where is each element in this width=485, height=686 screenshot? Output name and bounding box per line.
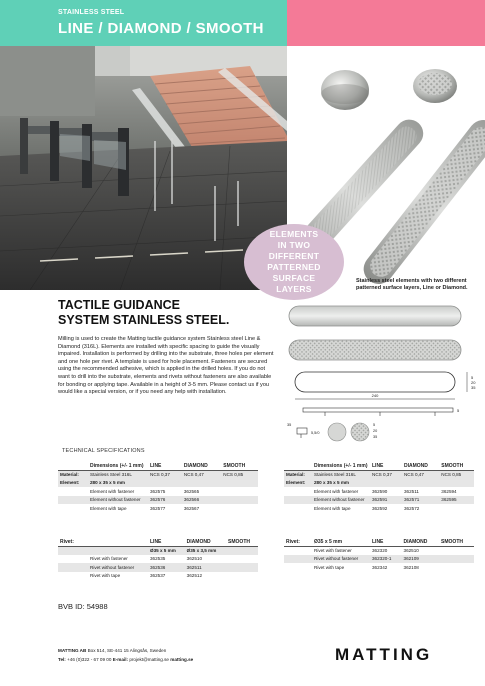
col-line: LINE [148, 462, 182, 470]
row-line: 362591 [370, 496, 402, 504]
page-title-line: TACTILE GUIDANCE [58, 298, 180, 312]
row-name: Rivet with tape [314, 564, 345, 570]
row-smooth: 362595 [439, 496, 474, 504]
col-diamond: DIAMOND [182, 462, 221, 470]
row-name: Rivet with fastener [90, 556, 128, 562]
table-header-row [58, 538, 258, 546]
rivet-label: Rivet: [58, 538, 88, 546]
line-element-drawing [289, 306, 461, 326]
technical-drawings [285, 300, 485, 450]
ncs-smooth: NCS 0,85 [439, 470, 474, 478]
table-row [58, 479, 258, 487]
col-line: LINE [370, 538, 402, 546]
row-name: Rivet with fastener [314, 548, 352, 554]
right-rivets-table [284, 538, 474, 572]
row-diamond: 362510 [186, 556, 203, 562]
dim-rivet-h: 5 [373, 423, 376, 427]
feature-badge [244, 224, 344, 300]
body-paragraph: Milling is used to create the Matting tactile guidance system Stainless steel Line & Diamond (316L). Elements are installed with specific spacing to guide the visually impaired. Installation is performed by drilling into the substrate, three holes per element and one hole per rivet. A template is used for hole placement. Fasteners are secured using the recommended adhesive, which is applied in the drilled holes. If you do not want to drill into the substrate, elements and rivets without fasteners are also available for bonding or applying tape. Available in a height of 3-5 mm. Please contact us if you would like a special version, or if you need any help with installation. [58, 336, 274, 396]
table-row [58, 504, 258, 512]
dim-width: 240 [371, 393, 379, 398]
page-title [58, 298, 278, 328]
col-smooth: SMOOTH [439, 538, 474, 546]
badge-line: PATTERNED [267, 262, 321, 272]
dim-h1: 5 [471, 375, 474, 380]
element-dims: 280 x 35 x 5 mm [88, 479, 148, 487]
row-diamond: 362108 [403, 564, 419, 570]
row-line: 362535 [150, 556, 166, 562]
footer-address [58, 648, 166, 653]
row-line: 362342 [372, 564, 388, 570]
material-label: Material: [58, 470, 88, 478]
footer-tel-label: Tel: [58, 657, 66, 662]
row-line: 362320 [372, 548, 388, 554]
row-smooth [221, 496, 258, 504]
page-title-line: SYSTEM STAINLESS STEEL. [58, 313, 230, 327]
left-elements-table [58, 462, 258, 512]
element-dims: 280 x 35 x 5 mm [312, 479, 370, 487]
header-title: LINE / DIAMOND / SMOOTH [58, 20, 264, 37]
row-diamond: 362565 [183, 488, 200, 494]
footer-email-label: E-mail: [112, 657, 129, 662]
row-name: Rivet with tape [90, 573, 121, 579]
dim-rivet-d2: 20 [373, 429, 378, 433]
row-smooth [221, 487, 258, 495]
footer-address-text: Box 514, SE-441 15 Alingsås, Sweden [87, 648, 167, 653]
row-name: Element with tape [314, 505, 351, 511]
ncs-smooth: NCS 0,85 [221, 470, 258, 478]
rivet-dims-diamond: Ø35 x 3,5 mm [185, 546, 226, 554]
badge-line: ELEMENTS [269, 229, 319, 239]
row-diamond: 362109 [402, 555, 440, 563]
table-row [284, 555, 474, 563]
dim-side-h: 5 [457, 408, 460, 413]
footer-email-link[interactable]: projekt@matting.se [129, 657, 169, 662]
footer-tel: +46 (0)322 - 67 09 00 [67, 657, 112, 662]
header-banner [0, 0, 287, 46]
row-diamond: 362571 [402, 496, 439, 504]
rivet-side-drawing [297, 428, 307, 434]
station-photo-illustration [0, 46, 287, 290]
table-row [284, 504, 474, 512]
row-name: Element with fastener [90, 488, 135, 494]
ncs-diamond: NCS 0,47 [182, 470, 221, 478]
col-dimensions: Dimensions (+/- 1 mm) [88, 462, 148, 470]
ncs-line: NCS 0,37 [148, 470, 182, 478]
technical-drawing-svg [285, 300, 485, 450]
material-label: Material: [284, 470, 312, 478]
diamond-element-drawing [289, 340, 461, 360]
row-diamond: 362567 [183, 505, 200, 511]
col-smooth: SMOOTH [226, 538, 258, 546]
row-name: Element without fastener [312, 496, 370, 504]
col-line: LINE [148, 538, 185, 546]
row-diamond: 362511 [185, 563, 226, 571]
table-row [58, 470, 258, 478]
col-dimensions: Dimensions (+/- 1 mm) [312, 462, 370, 470]
smooth-rivet-drawing [328, 423, 346, 441]
table-row [58, 555, 258, 563]
row-diamond: 362510 [403, 548, 419, 554]
row-line: 362577 [150, 505, 166, 511]
table-row [284, 479, 474, 487]
table-row [58, 563, 258, 571]
table-row [284, 563, 474, 571]
badge-line: DIFFERENT [268, 251, 320, 261]
dim-h2: 20 [471, 380, 476, 385]
row-name: Element without fastener [88, 496, 148, 504]
material-value: Stainless Steel 316L [88, 470, 148, 478]
header-category: STAINLESS STEEL [58, 9, 125, 16]
table-header-row [58, 462, 258, 470]
row-name: Rivet without fastener [312, 555, 370, 563]
row-diamond: 362566 [182, 496, 221, 504]
table-row [284, 546, 474, 554]
station-photo [0, 46, 287, 290]
footer-company: MATTING AB [58, 648, 87, 653]
row-smooth [439, 504, 474, 512]
row-line: 362320-1 [370, 555, 402, 563]
badge-line: IN TWO [277, 240, 311, 250]
row-diamond: 362512 [186, 573, 203, 579]
col-line: LINE [370, 462, 402, 470]
row-name: Element with fastener [314, 488, 359, 494]
footer-web-link[interactable]: matting.se [170, 657, 194, 662]
rivet-dims: Ø35 x 5 mm [312, 538, 370, 546]
element-label: Element: [284, 479, 312, 487]
row-line: 362536 [148, 563, 185, 571]
row-line: 362575 [150, 488, 166, 494]
matting-logo: MATTING [335, 645, 433, 664]
dim-rivet-w: 5,5/0 [311, 431, 320, 435]
row-name: Rivet without fastener [88, 563, 148, 571]
ncs-diamond: NCS 0,47 [402, 470, 439, 478]
badge-line: SURFACE LAYERS [272, 273, 316, 294]
table-row [284, 487, 474, 495]
diamond-rivet-drawing [351, 423, 369, 441]
col-smooth: SMOOTH [221, 462, 258, 470]
row-diamond: 362572 [403, 505, 420, 511]
row-name: Element with tape [90, 505, 127, 511]
dim-rivet-diam: 35 [287, 423, 292, 427]
table-header-row [284, 462, 474, 470]
header-accent-block [287, 0, 485, 46]
table-row [284, 470, 474, 478]
row-line: 362537 [150, 573, 166, 579]
table-row [58, 546, 258, 554]
element-side-drawing [303, 408, 453, 412]
element-label: Element: [58, 479, 88, 487]
row-diamond: 362511 [403, 488, 419, 494]
dim-h3: 35 [471, 385, 476, 390]
table-row [58, 572, 258, 580]
col-diamond: DIAMOND [402, 462, 439, 470]
feature-badge-text [254, 229, 334, 295]
table-row [58, 487, 258, 495]
col-smooth: SMOOTH [439, 462, 474, 470]
element-plan-drawing [295, 372, 455, 392]
bvb-id: BVB ID: 54988 [58, 602, 108, 611]
col-diamond: DIAMOND [402, 538, 440, 546]
spec-heading: TECHNICAL SPECIFICATIONS [62, 448, 145, 454]
footer-contact [58, 657, 193, 662]
rivet-label: Rivet: [284, 538, 312, 546]
table-row [58, 496, 258, 504]
table-header-row [284, 538, 474, 546]
row-line: 362590 [372, 488, 388, 494]
row-line: 362576 [148, 496, 182, 504]
ncs-line: NCS 0,37 [370, 470, 402, 478]
rivet-dims-line: Ø35 x 5 mm [148, 546, 185, 554]
right-elements-table [284, 462, 474, 512]
table-row [284, 496, 474, 504]
row-line: 362592 [372, 505, 388, 511]
row-smooth [221, 504, 258, 512]
col-diamond: DIAMOND [185, 538, 226, 546]
product-photo-caption: Stainless steel elements with two different patterned surface layers, Line or Diamond. [356, 278, 468, 291]
left-rivets-table [58, 538, 258, 580]
material-value: Stainless Steel 316L [312, 470, 370, 478]
row-smooth: 362594 [441, 488, 457, 494]
dim-rivet-d3: 35 [373, 435, 378, 439]
